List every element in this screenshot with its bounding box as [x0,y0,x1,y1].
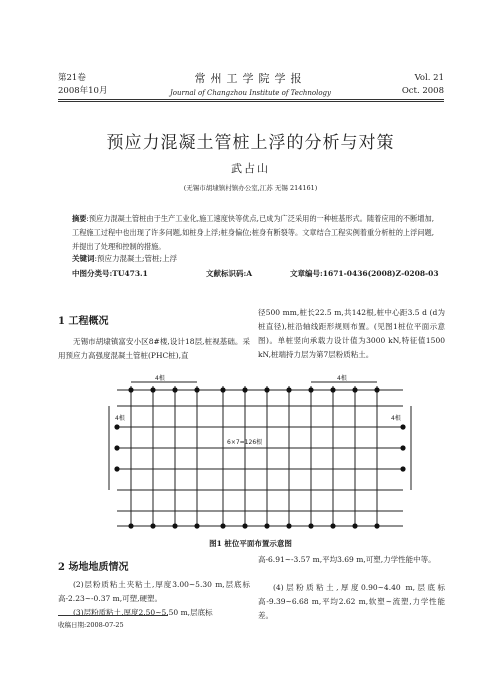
header-rule-bottom [58,101,444,102]
keywords-text: :预应力混凝土;管桩;上浮 [94,254,178,263]
volume-cn: 第21卷 [58,73,86,83]
figure-caption: 图1 桩位平面布置示意图 [209,539,292,548]
section-1-left-paragraph: 无锡市胡埭镇富安小区8#楼,设计18层,桩视基础。采用预应力高强度混凝土管桩(PHC桩),直 [58,337,250,360]
date-en: Oct. 2008 [401,86,444,96]
header-center [150,70,351,97]
affiliation: (无锡市胡埭镇村镇办公室,江苏 无锡 214161) [183,184,318,192]
section-1-right-paragraph: 径500 mm,桩长22.5 m,共142根,桩中心距3.5 d (d为桩直径),桩沿轴线距形规则布置。(见图1桩位平面示意图)。单桩竖向承载力设计值为3000 kN,特征值1500 kN,桩端持力层为第7层粉质粘土。 [258,308,445,359]
article-number: 文章编号:1671-0436(2008)Z-0208-03 [290,269,439,278]
abstract [72,212,434,254]
author: 武占山 [231,162,270,175]
volume-en: Vol. 21 [414,73,444,83]
header-rule-top [58,99,444,100]
label-mid-right: 4根 [391,415,401,422]
date-cn: 2008年10月 [58,86,108,96]
label-top-right: 4根 [337,375,347,382]
footnote-rule [58,615,168,616]
header-left [58,72,107,98]
received-date: 收稿日期:2008-07-25 [58,621,124,629]
abstract-text: :预应力混凝土管桩由于生产工业化,施工速度快等优点,已成为广泛采用的一种桩基形式。随着应用的不断增加,工程施工过程中也出现了许多问题,如桩身上浮;桩身偏位;桩身有断裂等。文章结合工程实例着重分析桩的上浮问题,并提出了处理和控制的措施。 [72,214,434,251]
section-2-para-3: (3)层粉质粘土,厚度2.50~5.50 m,层底标 [73,608,213,617]
abstract-label: 摘要 [72,214,87,223]
section-2-right-para-1: 高-6.91~-3.57 m,平均3.69 m,可塑,力学性能中等。 [258,555,436,564]
pile-layout-figure [105,372,415,532]
label-center-count: 6×7=126根 [227,439,263,446]
section-1-heading: 1 工程概况 [58,316,109,327]
label-mid-left: 4根 [115,415,125,422]
article-title: 预应力混凝土管桩上浮的分析与对策 [106,133,395,153]
keywords-label: 关键词 [72,254,95,263]
section-2-right-para-2: (4)层粉质粘土,厚度0.90~4.40 m,层底标高-9.39~6.68 m,平均2.62 m,软塑~流塑,力学性能差。 [258,583,445,620]
journal-name-en: Journal of Changzhou Institute of Technology [170,89,331,97]
section-2-para-2: (2)层粉质粘土夹粘土,厚度3.00~5.30 m,层底标高-2.23~-0.37 m,可塑,硬塑。 [58,580,250,603]
keywords [72,253,177,264]
journal-name-cn: 常州工学院学报 [194,72,307,85]
document-code: 文献标识码:A [206,269,253,278]
section-2-heading: 2 场地地质情况 [58,562,129,573]
label-top-left: 4根 [155,375,165,382]
header-right [402,72,444,98]
class-number: 中图分类号:TU473.1 [72,269,148,278]
